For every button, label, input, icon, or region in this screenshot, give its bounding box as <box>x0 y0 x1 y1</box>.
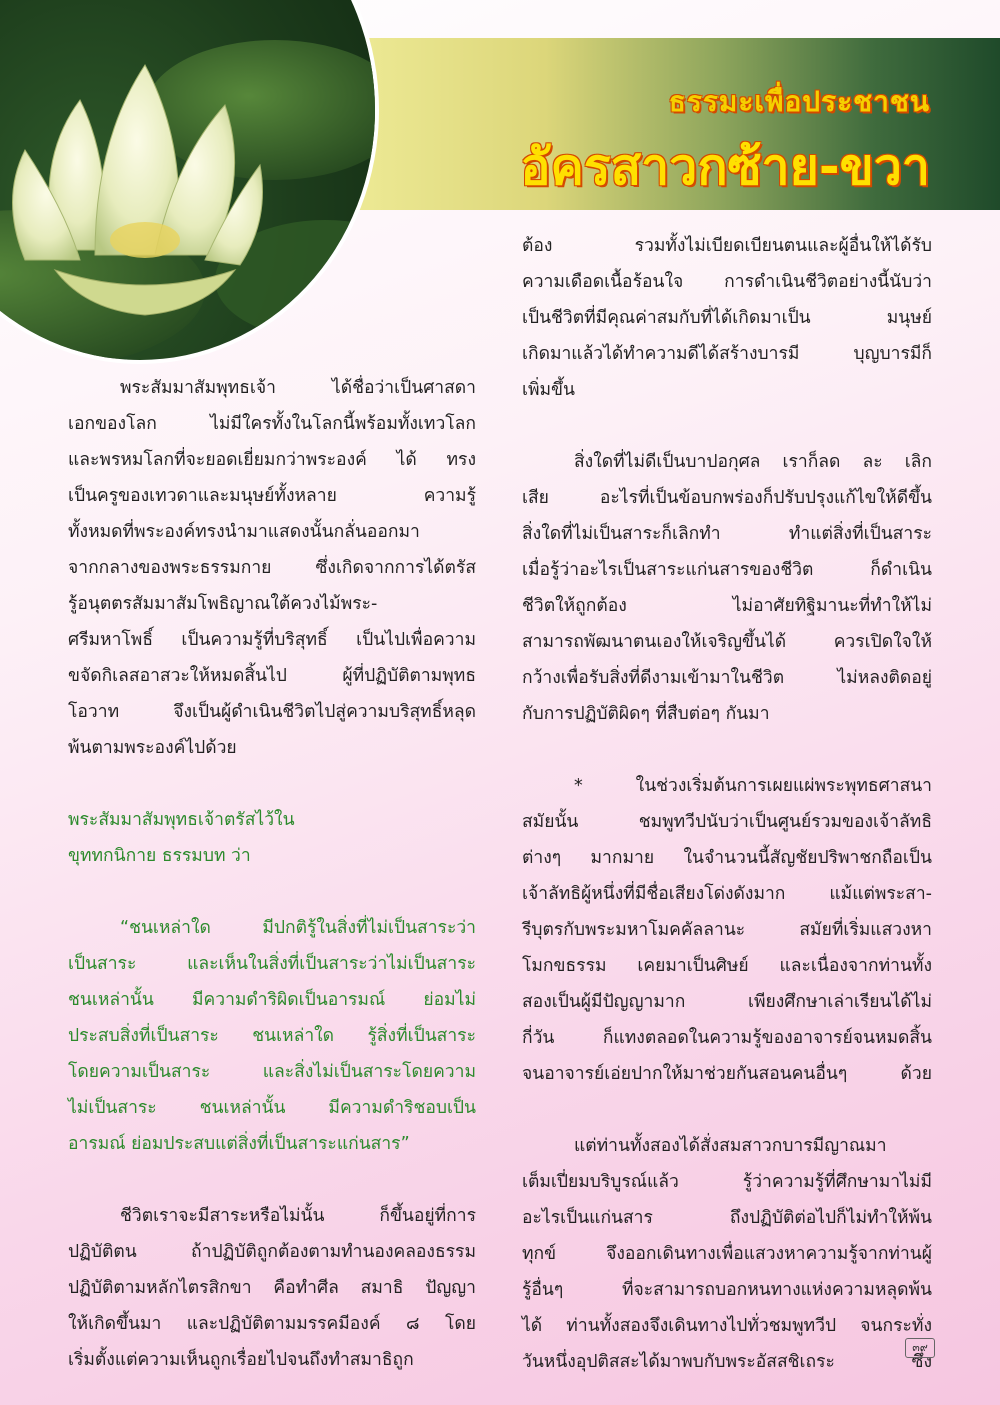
text-line: ไม่เป็นสาระ ชนเหล่านั้น มีความดำริชอบเป็น <box>68 1098 476 1118</box>
text-line: อะไรเป็นแก่นสาร ถึงปฏิบัติต่อไปก็ไม่ทำให้พ้น <box>522 1208 932 1228</box>
right-column <box>522 228 932 1380</box>
text-line: เพิ่มขึ้น <box>522 380 575 400</box>
text-line: และพรหมโลกที่จะยอดเยี่ยมกว่าพระองค์ ได้ ทรง <box>68 450 476 470</box>
text-line: ประสบสิ่งที่เป็นสาระ ชนเหล่าใด รู้สิ่งที่เป็นสาระ <box>68 1026 476 1046</box>
text-line: สองเป็นผู้มีปัญญามาก เพียงศึกษาเล่าเรียนได้ไม่ <box>522 992 932 1012</box>
text-line: ขจัดกิเลสอาสวะให้หมดสิ้นไป ผู้ที่ปฏิบัติตามพุทธ <box>68 666 476 686</box>
life-paragraph <box>68 1198 476 1378</box>
text-line: โอวาท จึงเป็นผู้ดำเนินชีวิตไปสู่ความบริสุทธิ์หลุด <box>68 702 476 722</box>
text-line: สมัยนั้น ชมพูทวีปนับว่าเป็นศูนย์รวมของเจ้าลัทธิ <box>522 812 932 832</box>
text-line: รู้อนุตตรสัมมาสัมโพธิญาณใต้ควงไม้พระ- <box>68 594 378 614</box>
text-line: รีบุตรกับพระมหาโมคคัลลานะ สมัยที่เริ่มแสวงหา <box>522 920 932 940</box>
text-line: รู้อื่นๆ ที่จะสามารถบอกหนทางแห่งความหลุดพ้น <box>522 1280 932 1300</box>
text-line: กับการปฏิบัติผิดๆ ที่สืบต่อๆ กันมา <box>522 704 770 724</box>
text-line: เกิดมาแล้วได้ทำความดีได้สร้างบารมี บุญบารมีก็ <box>522 344 932 364</box>
text-line: เจ้าลัทธิผู้หนึ่งที่มีชื่อเสียงโด่งดังมาก แม้แต่พระสา- <box>522 884 932 904</box>
text-line: ชีวิตเราจะมีสาระหรือไม่นั้น ก็ขึ้นอยู่ที่การ <box>120 1206 476 1226</box>
text-line: เต็มเปี่ยมบริบูรณ์แล้ว รู้ว่าความรู้ที่ศึกษามาไม่มี <box>522 1172 932 1192</box>
text-line: ชนเหล่านั้น มีความดำริผิดเป็นอารมณ์ ย่อมไม่ <box>68 990 476 1010</box>
text-line: เมื่อรู้ว่าอะไรเป็นสาระแก่นสารของชีวิต ก็ดำเนิน <box>522 560 932 580</box>
text-line: ทุกข์ จึงออกเดินทางเพื่อแสวงหาความรู้จากท่านผู้ <box>522 1244 932 1264</box>
text-line: อารมณ์ ย่อมประสบแต่สิ่งที่เป็นสาระแก่นสาร” <box>68 1134 410 1154</box>
text-line: เอกของโลก ไม่มีใครทั้งในโลกนี้พร้อมทั้งเทวโลก <box>68 414 476 434</box>
section-kicker: ธรรมะเพื่อประชาชน <box>668 85 930 118</box>
dhammapada-quote <box>68 910 476 1162</box>
text-line: ต่างๆ มากมาย ในจำนวนนี้สัญชัยปริพาชกถือเป็น <box>522 848 932 868</box>
text-line: โมกขธรรม เคยมาเป็นศิษย์ และเนื่องจากท่านทั้ง <box>522 956 932 976</box>
text-line: ต้อง รวมทั้งไม่เบียดเบียนตนและผู้อื่นให้ได้รับ <box>522 236 932 256</box>
text-line: ได้ ท่านทั้งสองจึงเดินทางไปทั่วชมพูทวีป จนกระทั่ง <box>522 1316 932 1336</box>
text-line: จนอาจารย์เอ่ยปากให้มาช่วยกันสอนคนอื่นๆ ด้วย <box>522 1064 932 1084</box>
text-line: สิ่งใดที่ไม่ดีเป็นบาปอกุศล เราก็ลด ละ เลิก <box>574 452 932 472</box>
text-line: ศรีมหาโพธิ์ เป็นความรู้ที่บริสุทธิ์ เป็นไปเพื่อความ <box>68 630 476 650</box>
text-line: พ้นตามพระองค์ไปด้วย <box>68 738 237 758</box>
text-line: สิ่งใดที่ไม่เป็นสาระก็เลิกทำ ทำแต่สิ่งที่เป็นสาระ <box>522 524 932 544</box>
text-line: กว้างเพื่อรับสิ่งที่ดีงามเข้ามาในชีวิต ไม่หลงติดอยู่ <box>522 668 932 688</box>
text-line: วันหนึ่งอุปติสสะได้มาพบกับพระอัสสชิเถระ ซึ่ง <box>522 1352 932 1372</box>
text-line: เป็นครูของเทวดาและมนุษย์ทั้งหลาย ความรู้ <box>68 486 476 506</box>
continued-paragraph <box>522 228 932 408</box>
text-line: สามารถพัฒนาตนเองให้เจริญขึ้นได้ ควรเปิดใจให้ <box>522 632 932 652</box>
page-number: ๓๙ <box>905 1338 935 1358</box>
text-line: ปฏิบัติตน ถ้าปฏิบัติถูกต้องตามทำนองคลองธรรม <box>68 1242 476 1262</box>
left-column <box>68 370 476 1378</box>
text-line: ปฏิบัติตามหลักไตรสิกขา คือทำศีล สมาธิ ปัญญา <box>68 1278 476 1298</box>
text-line: เริ่มตั้งแต่ความเห็นถูกเรื่อยไปจนถึงทำสมาธิถูก <box>68 1350 414 1370</box>
intro-paragraph <box>68 370 476 766</box>
text-line: พระสัมมาสัมพุทธเจ้าตรัสไว้ใน <box>68 810 295 830</box>
history-paragraph <box>522 768 932 1092</box>
text-line: * ในช่วงเริ่มต้นการเผยแผ่พระพุทธศาสนา <box>574 776 932 796</box>
text-line: ความเดือดเนื้อร้อนใจ การดำเนินชีวิตอย่างนี้นับว่า <box>522 272 932 292</box>
text-line: ทั้งหมดที่พระองค์ทรงนำมาแสดงนั้นกลั่นออกมา <box>68 522 420 542</box>
text-line: แต่ท่านทั้งสองได้สั่งสมสาวกบารมีญาณมา <box>574 1136 887 1156</box>
text-line: ขุททกนิกาย ธรรมบท ว่า <box>68 846 251 866</box>
text-line: กี่วัน ก็แทงตลอดในความรู้ของอาจารย์จนหมดสิ้น <box>522 1028 932 1048</box>
text-line: ชีวิตให้ถูกต้อง ไม่อาศัยทิฐิมานะที่ทำให้ไม่ <box>522 596 932 616</box>
text-line: เป็นสาระ และเห็นในสิ่งที่เป็นสาระว่าไม่เป็นสาระ <box>68 954 476 974</box>
lotus-illustration <box>0 0 375 360</box>
quote-heading <box>68 802 476 874</box>
disciples-paragraph <box>522 1128 932 1380</box>
text-line: “ชนเหล่าใด มีปกติรู้ในสิ่งที่ไม่เป็นสาระว่า <box>120 918 476 938</box>
text-line: เสีย อะไรที่เป็นข้อบกพร่องก็ปรับปรุงแก้ไขให้ดีขึ้น <box>522 488 932 508</box>
text-line: ให้เกิดขึ้นมา และปฏิบัติตามมรรคมีองค์ ๘ โดย <box>68 1314 476 1334</box>
text-line: พระสัมมาสัมพุทธเจ้า ได้ชื่อว่าเป็นศาสดา <box>120 378 476 398</box>
evil-paragraph <box>522 444 932 732</box>
lotus-photo <box>0 0 375 360</box>
text-line: จากกลางของพระธรรมกาย ซึ่งเกิดจากการได้ตรัส <box>68 558 476 578</box>
article-title: อัครสาวกซ้าย-ขวา <box>520 138 930 196</box>
text-line: โดยความเป็นสาระ และสิ่งไม่เป็นสาระโดยความ <box>68 1062 476 1082</box>
text-line: เป็นชีวิตที่มีคุณค่าสมกับที่ได้เกิดมาเป็น มนุษย์ <box>522 308 932 328</box>
